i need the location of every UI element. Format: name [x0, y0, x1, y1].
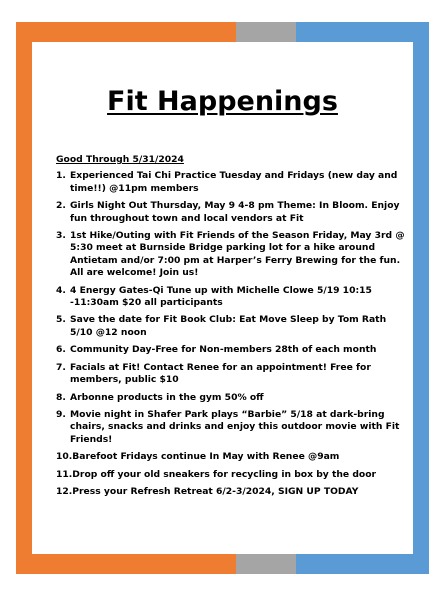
flyer-title-text: Fit Happenings [107, 86, 338, 117]
item-text: Facials at Fit! Contact Renee for an appointment! Free for members, public $10 [70, 361, 371, 386]
item-number: 12. [56, 485, 73, 497]
item-text: 1st Hike/Outing with Fit Friends of the Season Friday, May 3rd @ 5:30 meet at Burnside Bridge parking lot for a hike around Antietam and/or 7:00 pm at Harper’s Ferry Brewing for the fun. All are welcome! Join us! [70, 230, 405, 279]
item-number: 6. [56, 344, 66, 356]
events-list [56, 170, 408, 498]
item-number: 8. [56, 391, 66, 403]
list-item [56, 230, 408, 280]
item-text: Save the date for Fit Book Club: Eat Move Sleep by Tom Rath 5/10 @12 noon [70, 314, 387, 338]
item-number: 11. [56, 468, 73, 480]
list-item [56, 285, 408, 310]
orange-bar-segment [16, 22, 236, 42]
list-item [56, 314, 408, 339]
item-number: 1. [56, 170, 66, 182]
blue-bar-segment [296, 22, 429, 42]
list-item [56, 451, 408, 463]
list-item [56, 344, 408, 356]
item-text: Press your Refresh Retreat 6/2-3/2024, SIGN UP TODAY [72, 485, 359, 497]
left-orange-border [16, 22, 32, 574]
item-number: 7. [56, 361, 66, 373]
right-blue-border [413, 22, 429, 574]
bottom-color-bar [16, 554, 429, 574]
item-text: Community Day-Free for Non-members 28th of each month [70, 344, 377, 356]
item-number: 4. [56, 284, 66, 296]
gray-bar-segment [236, 554, 296, 574]
list-item [56, 409, 408, 446]
item-text: Movie night in Shafer Park plays “Barbie” 5/18 at dark-bring chairs, snacks and drinks and enjoy this outdoor movie with Fit Friends! [70, 408, 400, 445]
item-number: 2. [56, 200, 66, 212]
good-through-date: Good Through 5/31/2024 [56, 154, 184, 165]
flyer-content [56, 154, 408, 503]
list-item [56, 200, 408, 225]
item-number: 10. [56, 451, 73, 463]
item-number: 9. [56, 408, 66, 420]
item-text: Drop off your old sneakers for recycling in box by the door [72, 468, 377, 480]
list-item [56, 362, 408, 387]
item-text: Arbonne products in the gym 50% off [70, 391, 264, 403]
item-number: 3. [56, 230, 66, 242]
flyer-panel [32, 42, 413, 554]
item-text: Experienced Tai Chi Practice Tuesday and Fridays (new day and time!!) @11pm members [70, 170, 398, 194]
item-text: Girls Night Out Thursday, May 9 4-8 pm Theme: In Bloom. Enjoy fun throughout town and local vendors at Fit [70, 200, 400, 224]
top-color-bar [16, 22, 429, 42]
flyer-frame [16, 22, 429, 574]
blue-bar-segment [296, 554, 429, 574]
list-item [56, 486, 408, 498]
item-text: 4 Energy Gates-Qi Tune up with Michelle Clowe 5/19 10:15 -11:30am $20 all participants [70, 284, 372, 309]
list-item [56, 170, 408, 195]
item-number: 5. [56, 314, 66, 326]
item-text: Barefoot Fridays continue In May with Renee @9am [72, 451, 340, 463]
flyer-title [32, 84, 413, 120]
list-item [56, 469, 408, 481]
gray-bar-segment [236, 22, 296, 42]
list-item [56, 392, 408, 404]
orange-bar-segment [16, 554, 236, 574]
